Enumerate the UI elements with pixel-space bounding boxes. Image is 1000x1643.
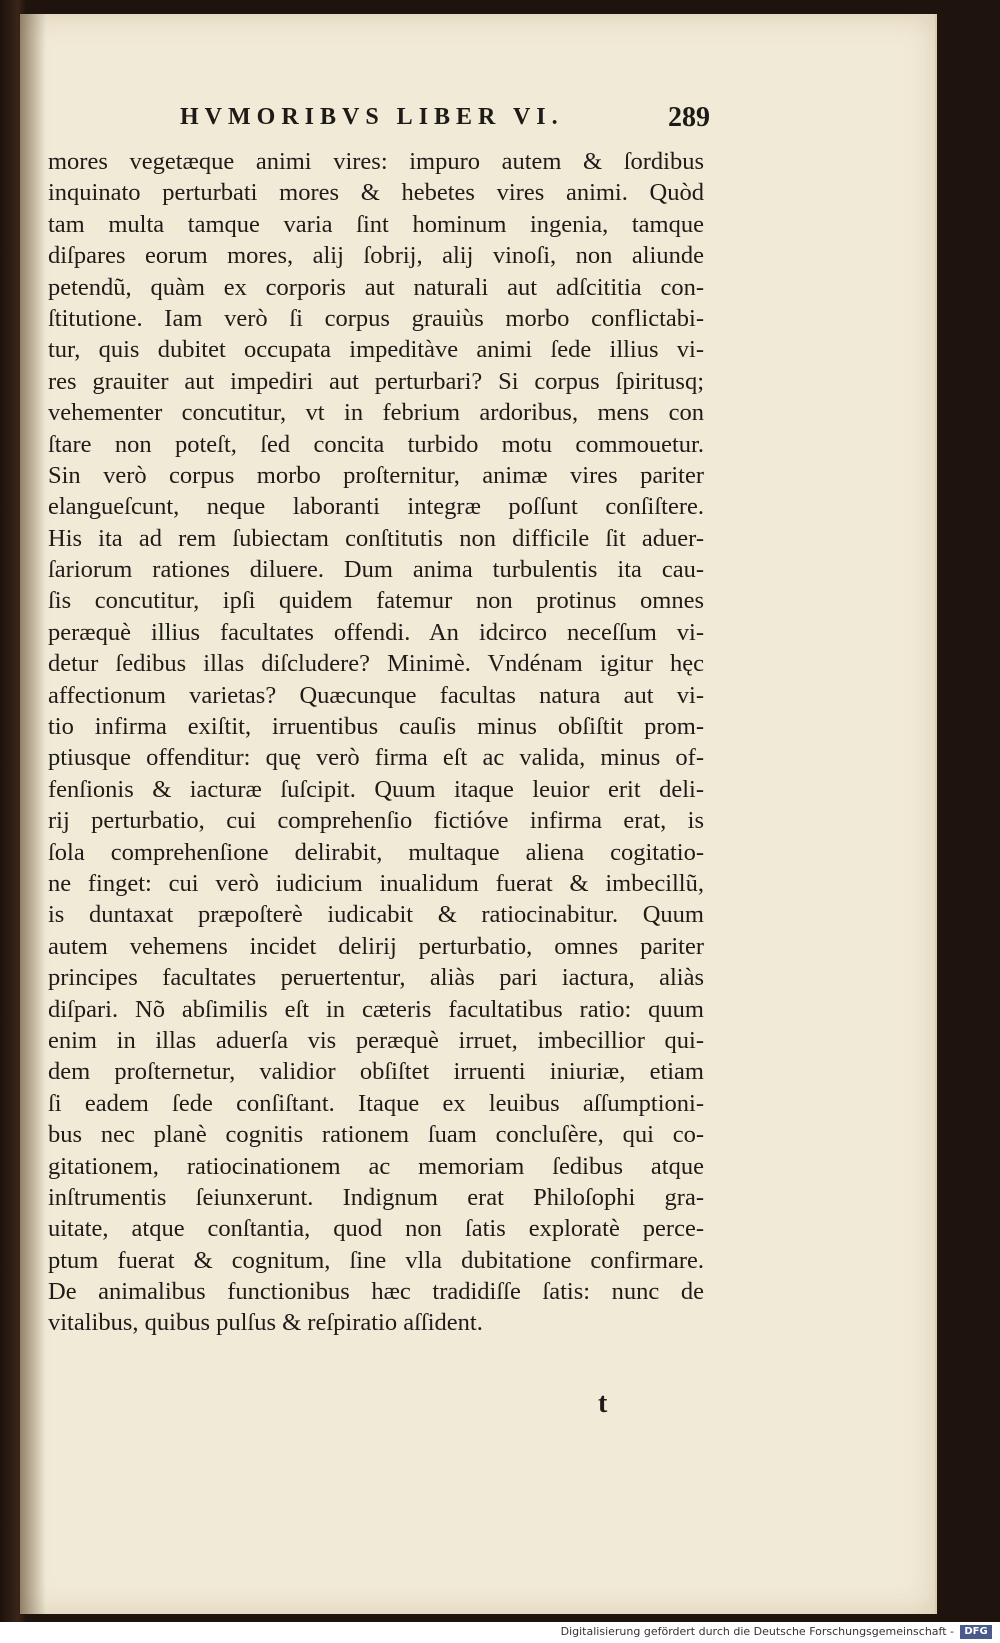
text-line: affectionum varietas? Quæcunque facultas natura aut vi- <box>48 681 704 709</box>
text-line: inquinato perturbati mores & hebetes vires animi. Quòd <box>48 179 704 207</box>
text-line: ſi eadem ſede conſiſtant. Itaque ex leuibus aſſumptioni- <box>48 1089 704 1117</box>
signature-mark: t <box>598 1388 608 1419</box>
text-line: dem proſternetur, validior obſiſtet irruenti iniuriæ, etiam <box>48 1058 704 1086</box>
footer-bar <box>0 1622 1000 1643</box>
text-line: ſis concutitur, ipſi quidem fatemur non protinus omnes <box>48 587 704 615</box>
text-line: ſtitutione. Iam verò ſi corpus grauiùs morbo conflictabi- <box>48 304 704 332</box>
body-text <box>48 146 704 1339</box>
text-line: tur, quis dubitet occupata impeditàve animi ſede illius vi- <box>48 336 704 364</box>
text-line: rij perturbatio, cui comprehenſio fictióve infirma erat, is <box>48 807 704 835</box>
text-line: uitate, atque conſtantia, quod non ſatis exploratè perce- <box>48 1215 704 1243</box>
text-line: gitationem, ratiocinationem ac memoriam ſedibus atque <box>48 1152 704 1180</box>
text-line: vitalibus, quibus pulſus & reſpiratio aſſident. <box>48 1309 483 1337</box>
text-line: diſpari. Nõ abſimilis eſt in cæteris facultatibus ratio: quum <box>48 995 704 1023</box>
footer-credit: Digitalisierung gefördert durch die Deutsche Forschungsgemeinschaft - <box>560 1625 954 1638</box>
text-line: tio infirma exiſtit, irruentibus cauſis minus obſiſtit prom- <box>48 713 704 741</box>
text-line: autem vehemens incidet delirij perturbatio, omnes pariter <box>48 932 704 960</box>
text-line: peræquè illius facultates offendi. An idcirco neceſſum vi- <box>48 618 704 646</box>
text-line: inſtrumentis ſeiunxerunt. Indignum erat Philoſophi gra- <box>48 1183 704 1211</box>
text-line: diſpares eorum mores, alij ſobrij, alij vinoſi, non aliunde <box>48 242 704 270</box>
text-line: ptum fuerat & cognitum, ſine vlla dubitatione confirmare. <box>48 1246 704 1274</box>
text-line: Sin verò corpus morbo proſternitur, animæ vires pariter <box>48 461 704 489</box>
text-line: enim in illas aduerſa vis peræquè irruet, imbecillior qui- <box>48 1026 704 1054</box>
text-line: vehementer concutitur, vt in febrium ardoribus, mens con <box>48 399 704 427</box>
gutter-shadow <box>20 14 46 1614</box>
text-line: fenſionis & iacturæ ſuſcipit. Quum itaque leuior erit deli- <box>48 775 704 803</box>
page-number: 289 <box>668 102 710 133</box>
text-line: petendũ, quàm ex corporis aut naturali aut adſcititia con- <box>48 273 704 301</box>
running-head: HVMORIBVS LIBER VI. <box>180 104 564 130</box>
text-line: principes facultates peruertentur, aliàs pari iactura, aliàs <box>48 964 704 992</box>
text-line: is duntaxat præpoſterè iudicabit & ratiocinabitur. Quum <box>48 901 704 929</box>
text-line: bus nec planè cognitis rationem ſuam concluſère, qui co- <box>48 1121 704 1149</box>
text-line: ſola comprehenſione delirabit, multaque aliena cogitatio- <box>48 838 704 866</box>
text-line: ptiusque offenditur: quę verò firma eſt ac valida, minus of- <box>48 744 704 772</box>
text-line: His ita ad rem ſubiectam conſtitutis non difficile ſit aduer- <box>48 524 704 552</box>
text-line: res grauiter aut impediri aut perturbari? Si corpus ſpiritusq; <box>48 367 704 395</box>
text-line: ſtare non poteſt, ſed concita turbido motu commouetur. <box>48 430 704 458</box>
dfg-logo[interactable]: DFG <box>960 1625 992 1639</box>
text-line: elangueſcunt, neque laboranti integræ poſſunt conſiſtere. <box>48 493 704 521</box>
text-line: ne finget: cui verò iudicium inualidum fuerat & imbecillũ, <box>48 869 704 897</box>
text-line: ſariorum rationes diluere. Dum anima turbulentis ita cau- <box>48 556 704 584</box>
text-line: De animalibus functionibus hæc tradidiſſe ſatis: nunc de <box>48 1278 704 1306</box>
text-line: detur ſedibus illas diſcludere? Minimè. Vndénam igitur hęc <box>48 650 704 678</box>
text-line: mores vegetæque animi vires: impuro autem & ſordibus <box>48 148 704 175</box>
text-line: tam multa tamque varia ſint hominum ingenia, tamque <box>48 210 704 238</box>
